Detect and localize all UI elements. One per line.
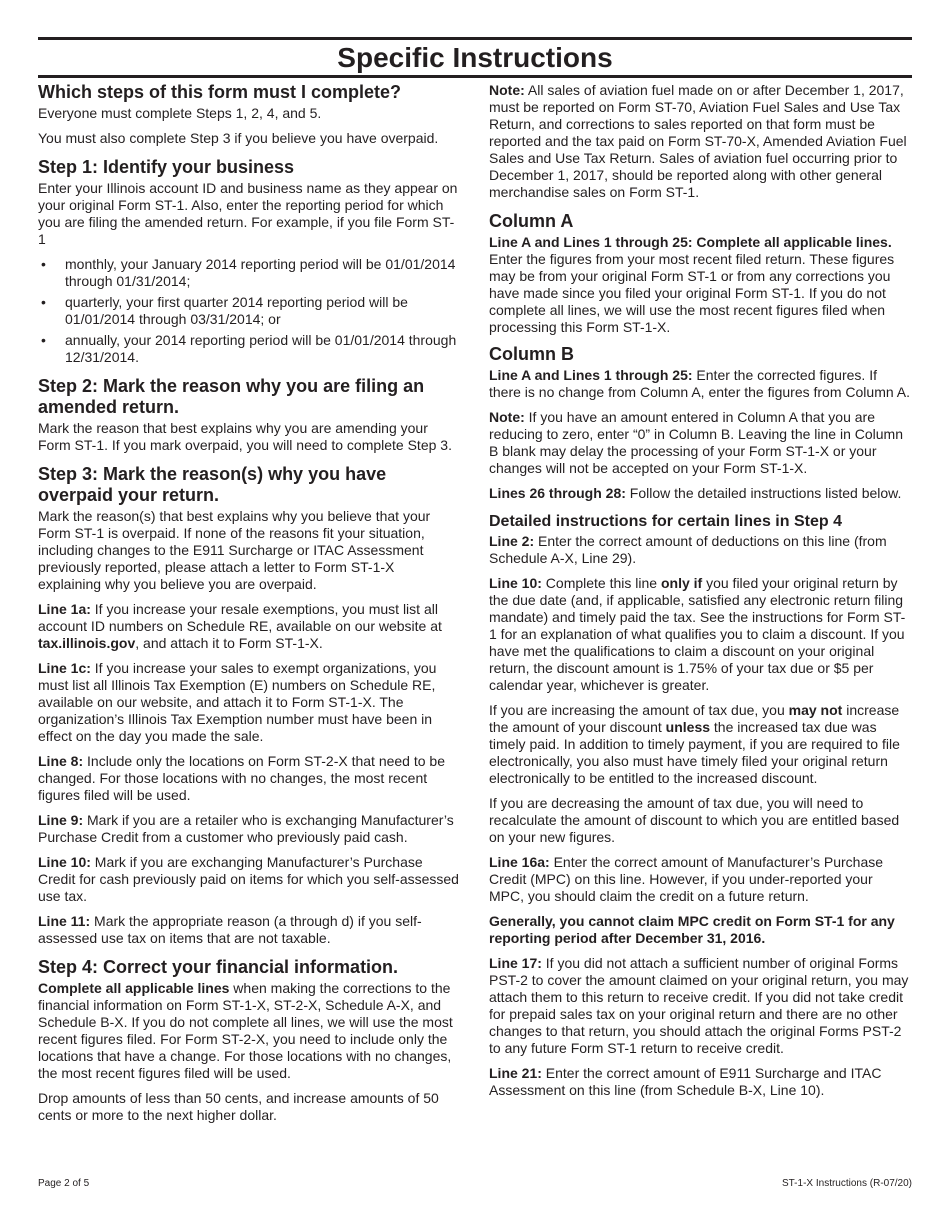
increasing-paragraph bbox=[489, 702, 911, 787]
step1-heading: Step 1: Identify your business bbox=[38, 157, 295, 177]
column-b-heading: Column B bbox=[489, 344, 574, 364]
may-not-emphasis: may not bbox=[788, 702, 843, 718]
line1a-text2: , and attach it to Form ST-1-X. bbox=[135, 635, 323, 651]
step4-p1-text: when making the corrections to the financial information on Form ST-1-X, ST-2-X, Schedule A-X, and Schedule B-X. If you do not complete all lines, we will use the most recent figures filed. For Form ST-2-X, you need to include only the locations that have a change. For those locations with no changes, the most recent figures filed will be used. bbox=[38, 980, 453, 1081]
page-number: Page 2 of 5 bbox=[38, 1178, 90, 1189]
step4-heading: Step 4: Correct your financial information. bbox=[38, 957, 399, 977]
step1-bullet: • quarterly, your first quarter 2014 reporting period will be 01/01/2014 through 03/31/2014; or bbox=[38, 294, 460, 328]
line17-label: Line 17: bbox=[489, 955, 542, 971]
column-b-p1-bold: Line A and Lines 1 through 25: bbox=[489, 367, 693, 383]
step4-p2: Drop amounts of less than 50 cents, and increase amounts of 50 cents or more to the next higher dollar. bbox=[38, 1090, 439, 1123]
line10-paragraph bbox=[38, 854, 460, 905]
column-b-note bbox=[489, 409, 911, 477]
step1-bullet-list bbox=[38, 256, 460, 366]
title-rule bbox=[38, 75, 912, 78]
which-steps-heading: Which steps of this form must I complete? bbox=[38, 82, 402, 102]
page-title: Specific Instructions bbox=[337, 42, 613, 73]
line2-label: Line 2: bbox=[489, 533, 535, 549]
decreasing-paragraph: If you are decreasing the amount of tax due, you will need to recalculate the amount of discount to which you are entitled based on your new figures. bbox=[489, 795, 900, 845]
step1-p1: Enter your Illinois account ID and business name as they appear on your original Form ST-1. Also, enter the reporting period for which you are filing the amended return. For example, if you file Form ST-1 bbox=[38, 180, 458, 247]
line10-detail-paragraph bbox=[489, 575, 911, 694]
line1a-paragraph bbox=[38, 601, 460, 652]
column-a-p1-bold: Line A and Lines 1 through 25: Complete all applicable lines. bbox=[489, 234, 892, 250]
which-steps-p2: You must also complete Step 3 if you believe you have overpaid. bbox=[38, 130, 439, 146]
column-b-p1 bbox=[489, 367, 911, 401]
column-a-heading: Column A bbox=[489, 211, 574, 231]
which-steps-p1: Everyone must complete Steps 1, 2, 4, and 5. bbox=[38, 105, 322, 121]
line21-paragraph bbox=[489, 1065, 911, 1099]
line2-text: Enter the correct amount of deductions on this line (from Schedule A-X, Line 29). bbox=[489, 533, 887, 566]
left-column bbox=[38, 82, 460, 1132]
lines26-paragraph bbox=[489, 485, 911, 502]
unless-emphasis: unless bbox=[665, 719, 711, 735]
line17-paragraph bbox=[489, 955, 911, 1057]
line9-paragraph bbox=[38, 812, 460, 846]
line2-paragraph bbox=[489, 533, 911, 567]
line1c-label: Line 1c: bbox=[38, 660, 91, 676]
line8-paragraph bbox=[38, 753, 460, 804]
detailed-heading: Detailed instructions for certain lines in Step 4 bbox=[489, 513, 842, 530]
mpc-notice bbox=[489, 913, 911, 947]
line10-detail-text2: you filed your original return by the due date (and, if applicable, satisfied any electronic return filing mandate) and timely paid the tax. See the instructions for Form ST-1 for an explanation of what qualifies you to claim a discount. If you have met the qualifications to claim a discount on your original return, the discount amount is 1.75% of your tax due or $5 per calendar year, whichever is greater. bbox=[489, 575, 906, 693]
lines26-text: Follow the detailed instructions listed below. bbox=[625, 485, 902, 501]
line16a-text: Enter the correct amount of Manufacturer’s Purchase Credit (MPC) on this line. However, if you under-reported your MPC, you should claim the credit on a future return. bbox=[489, 854, 884, 904]
increasing-text3: the increased tax due was timely paid. In addition to timely payment, if you are required to file electronically, you also must have timely filed your original return electronically to be entitled to the increased discount. bbox=[489, 719, 900, 786]
line10-detail-text1: Complete this line bbox=[541, 575, 661, 591]
column-b-p1-text: Enter the corrected figures. If there is no change from Column A, enter the figures from Column A. bbox=[489, 367, 910, 400]
line10-text: Mark if you are exchanging Manufacturer’s Purchase Credit for cash previously paid on items for which you self-assessed use tax. bbox=[38, 854, 459, 904]
line1c-paragraph bbox=[38, 660, 460, 745]
step1-bullet: • monthly, your January 2014 reporting period will be 01/01/2014 through 01/31/2014; bbox=[38, 256, 460, 290]
note-text: All sales of aviation fuel made on or after December 1, 2017, must be reported on Form ST-70, Aviation Fuel Sales and Use Tax Return, and corrections to sales reported on that form must be reported and the tax paid on Form ST-70-X, Amended Aviation Fuel Sales and Use Tax Return. Sales of aviation fuel occurring prior to December 1, 2017, should be reported along with other general merchandise sales on Form ST-1. bbox=[489, 82, 907, 200]
line1a-text: If you increase your resale exemptions, you must list all account ID numbers on Schedule RE, available on our website at bbox=[38, 601, 442, 634]
line11-label: Line 11: bbox=[38, 913, 91, 929]
column-b-note-text: If you have an amount entered in Column A that you are reducing to zero, enter “0” in Column B. Leaving the line in Column B blank may delay the processing of your Form ST-1-X or your changes will not be accepted on your Form ST-1-X. bbox=[489, 409, 903, 476]
step3-heading: Step 3: Mark the reason(s) why you have overpaid your return. bbox=[38, 464, 387, 505]
column-a-p1 bbox=[489, 234, 911, 336]
line10-detail-label: Line 10: bbox=[489, 575, 542, 591]
increasing-text1: If you are increasing the amount of tax due, you bbox=[489, 702, 789, 718]
step1-bullet: • annually, your 2014 reporting period will be 01/01/2014 through 12/31/2014. bbox=[38, 332, 460, 366]
line11-paragraph bbox=[38, 913, 460, 947]
step3-p1: Mark the reason(s) that best explains why you believe that your Form ST-1 is overpaid. If none of the reasons fit your situation, including changes to the E911 Surcharge or ITAC Assessment previously reported, please attach a letter to Form ST-1-X explaining why you believe you are overpaid. bbox=[38, 508, 431, 592]
step4-p1 bbox=[38, 980, 460, 1082]
line11-text: Mark the appropriate reason (a through d) if you self-assessed use tax on items that are not taxable. bbox=[38, 913, 422, 946]
line21-label: Line 21: bbox=[489, 1065, 542, 1081]
column-a-p1-text: Enter the figures from your most recent filed return. These figures may be from your original Form ST-1 or from any corrections you have made since you filed your original Form ST-1. If you do not complete all lines, we will use the most recent figures filed when processing this Form ST-1-X. bbox=[489, 251, 895, 335]
right-column bbox=[489, 82, 911, 1107]
line1c-text: If you increase your sales to exempt organizations, you must list all Illinois Tax Exemption (E) numbers on Schedule RE, available on our website, and attach it to Form ST-1-X. The organization’s Illinois Tax Exemption number must have been in effect on the day you made the sale. bbox=[38, 660, 437, 744]
line16a-label: Line 16a: bbox=[489, 854, 550, 870]
increasing-text2: increase the amount of your discount bbox=[489, 702, 900, 735]
line16a-paragraph bbox=[489, 854, 911, 905]
mpc-notice-text: Generally, you cannot claim MPC credit on Form ST-1 for any reporting period after December 31, 2016. bbox=[489, 913, 895, 946]
line1a-label: Line 1a: bbox=[38, 601, 91, 617]
column-b-note-label: Note: bbox=[489, 409, 525, 425]
note-label: Note: bbox=[489, 82, 525, 98]
line8-text: Include only the locations on Form ST-2-X that need to be changed. For those locations with no changes, the most recent figures filed will be used. bbox=[38, 753, 445, 803]
line8-label: Line 8: bbox=[38, 753, 84, 769]
step4-p1-bold: Complete all applicable lines bbox=[38, 980, 230, 996]
only-if-emphasis: only if bbox=[660, 575, 703, 591]
line9-label: Line 9: bbox=[38, 812, 84, 828]
line17-text: If you did not attach a sufficient number of original Forms PST-2 to cover the amount claimed on your original return, you may attach them to this return to receive credit. If you did not take credit for prepaid sales tax on your original return and there are no other changes to that return, you should attach the original Forms PST-2 to any future Form ST-1 return to receive credit. bbox=[489, 955, 909, 1056]
line21-text: Enter the correct amount of E911 Surcharge and ITAC Assessment on this line (from Schedule B-X, Line 10). bbox=[489, 1065, 882, 1098]
line9-text: Mark if you are a retailer who is exchanging Manufacturer’s Purchase Credit from a customer who previously paid cash. bbox=[38, 812, 454, 845]
step2-heading: Step 2: Mark the reason why you are filing an amended return. bbox=[38, 376, 425, 417]
aviation-note bbox=[489, 82, 911, 201]
lines26-label: Lines 26 through 28: bbox=[489, 485, 626, 501]
form-id: ST-1-X Instructions (R-07/20) bbox=[781, 1178, 912, 1189]
website-link: tax.illinois.gov bbox=[38, 635, 136, 651]
line10-label: Line 10: bbox=[38, 854, 91, 870]
step2-p1: Mark the reason that best explains why you are amending your Form ST-1. If you mark overpaid, you will need to complete Step 3. bbox=[38, 420, 452, 453]
